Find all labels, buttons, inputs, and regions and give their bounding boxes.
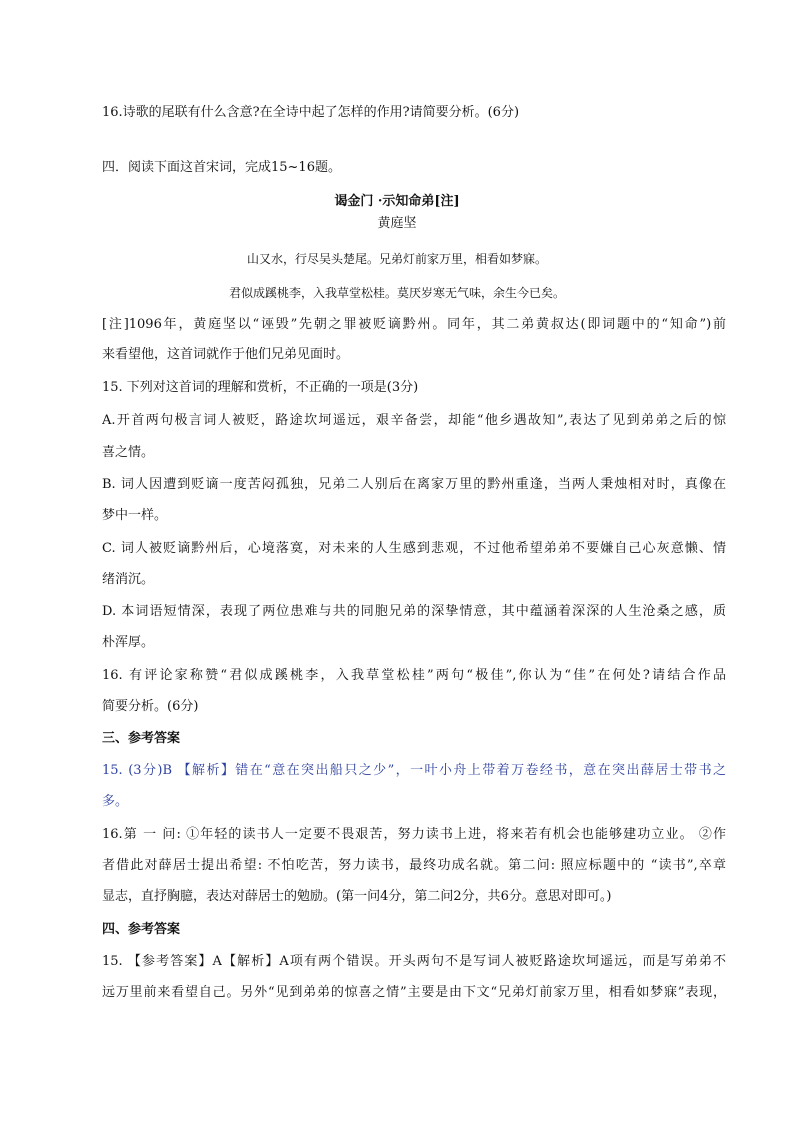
section-4-intro: 四．阅读下面这首宋词，完成15~16题。 [102,160,341,175]
answer-3-16-line-2: 者借此对薛居士提出希望: 不怕吃苦，努力读书，最终功成名就。第二问: 照应标题中的 “读书”,卒章 [102,858,726,873]
question-16-line-1: 16. 有评论家称赞“君似成蹊桃李，入我草堂松桂”两句“极佳”,你认为“佳”在何处?请结合作品 [102,668,726,683]
poem-author: 黄庭坚 [377,216,417,231]
poem-note-line-1: [注]1096年，黄庭坚以“诬毁”先朝之罪被贬谪黔州。同年，其二弟黄叔达(即词题中的“知命”)前 [102,317,726,332]
answer-3-16-line-1: 16.第 一 问: ①年轻的读书人一定要不畏艰苦，努力读书上进，将来若有机会也能够建功立业。 ②作 [102,827,726,842]
answer-3-15-line-2: 多。 [102,794,129,809]
answer-4-15-line-2: 远万里前来看望自己。另外“见到弟弟的惊喜之情”主要是由下文“兄弟灯前家万里，相看如梦寐”表现， [102,985,726,1000]
answers-3-heading: 三、参考答案 [102,731,181,746]
answer-3-16-line-3: 显志，直抒胸臆，表达对薛居士的勉励。(第一问4分，第二问2分，共6分。意思对即可。) [102,889,612,904]
poem-line-2: 君似成蹊桃李，入我草堂松桂。莫厌岁寒无气味，余生今已矣。 [228,286,565,300]
answer-3-15-line-1: 15. (3分)B 【解析】错在“意在突出船只之少”，一叶小舟上带着万卷经书，意在突出薛居士带书之 [102,763,726,778]
question-16-previous: 16.诗歌的尾联有什么含意?在全诗中起了怎样的作用?请简要分析。(6分) [102,105,520,120]
option-c-line-1: C. 词人被贬谪黔州后，心境落寞，对未来的人生感到悲观，不过他希望弟弟不要嫌自己心灰意懒、情 [102,541,726,556]
answer-4-15-line-1: 15. 【参考答案】A【解析】A项有两个错误。开头两句不是写词人被贬路途坎坷遥远，而是写弟弟不 [102,954,726,969]
answers-4-heading: 四、参考答案 [102,922,181,937]
option-d-line-1: D. 本词语短情深，表现了两位患难与共的同胞兄弟的深挚情意，其中蕴涵着深深的人生沧桑之感，质 [102,604,726,619]
option-a-line-1: A.开首两句极言词人被贬，路途坎坷遥远，艰辛备尝，却能“他乡遇故知”,表达了见到弟弟之后的惊 [102,413,726,428]
poem-line-1: 山又水，行尽吴头楚尾。兄弟灯前家万里，相看如梦寐。 [246,252,547,266]
option-c-line-2: 绪消沉。 [102,572,155,587]
question-15-stem: 15. 下列对这首词的理解和赏析，不正确的一项是(3分) [102,380,419,395]
poem-title: 谒金门 ·示知命弟[注] [334,194,460,209]
option-b-line-1: B. 词人因遭到贬谪一度苦闷孤独，兄弟二人别后在离家万里的黔州重逢，当两人秉烛相对时，真像在 [102,477,726,492]
poem-note-line-2: 来看望他，这首词就作于他们兄弟见面时。 [102,347,350,362]
option-b-line-2: 梦中一样。 [102,508,168,523]
question-16-line-2: 简要分析。(6分) [102,699,199,714]
option-a-line-2: 喜之情。 [102,445,155,460]
option-d-line-2: 朴浑厚。 [102,635,155,650]
